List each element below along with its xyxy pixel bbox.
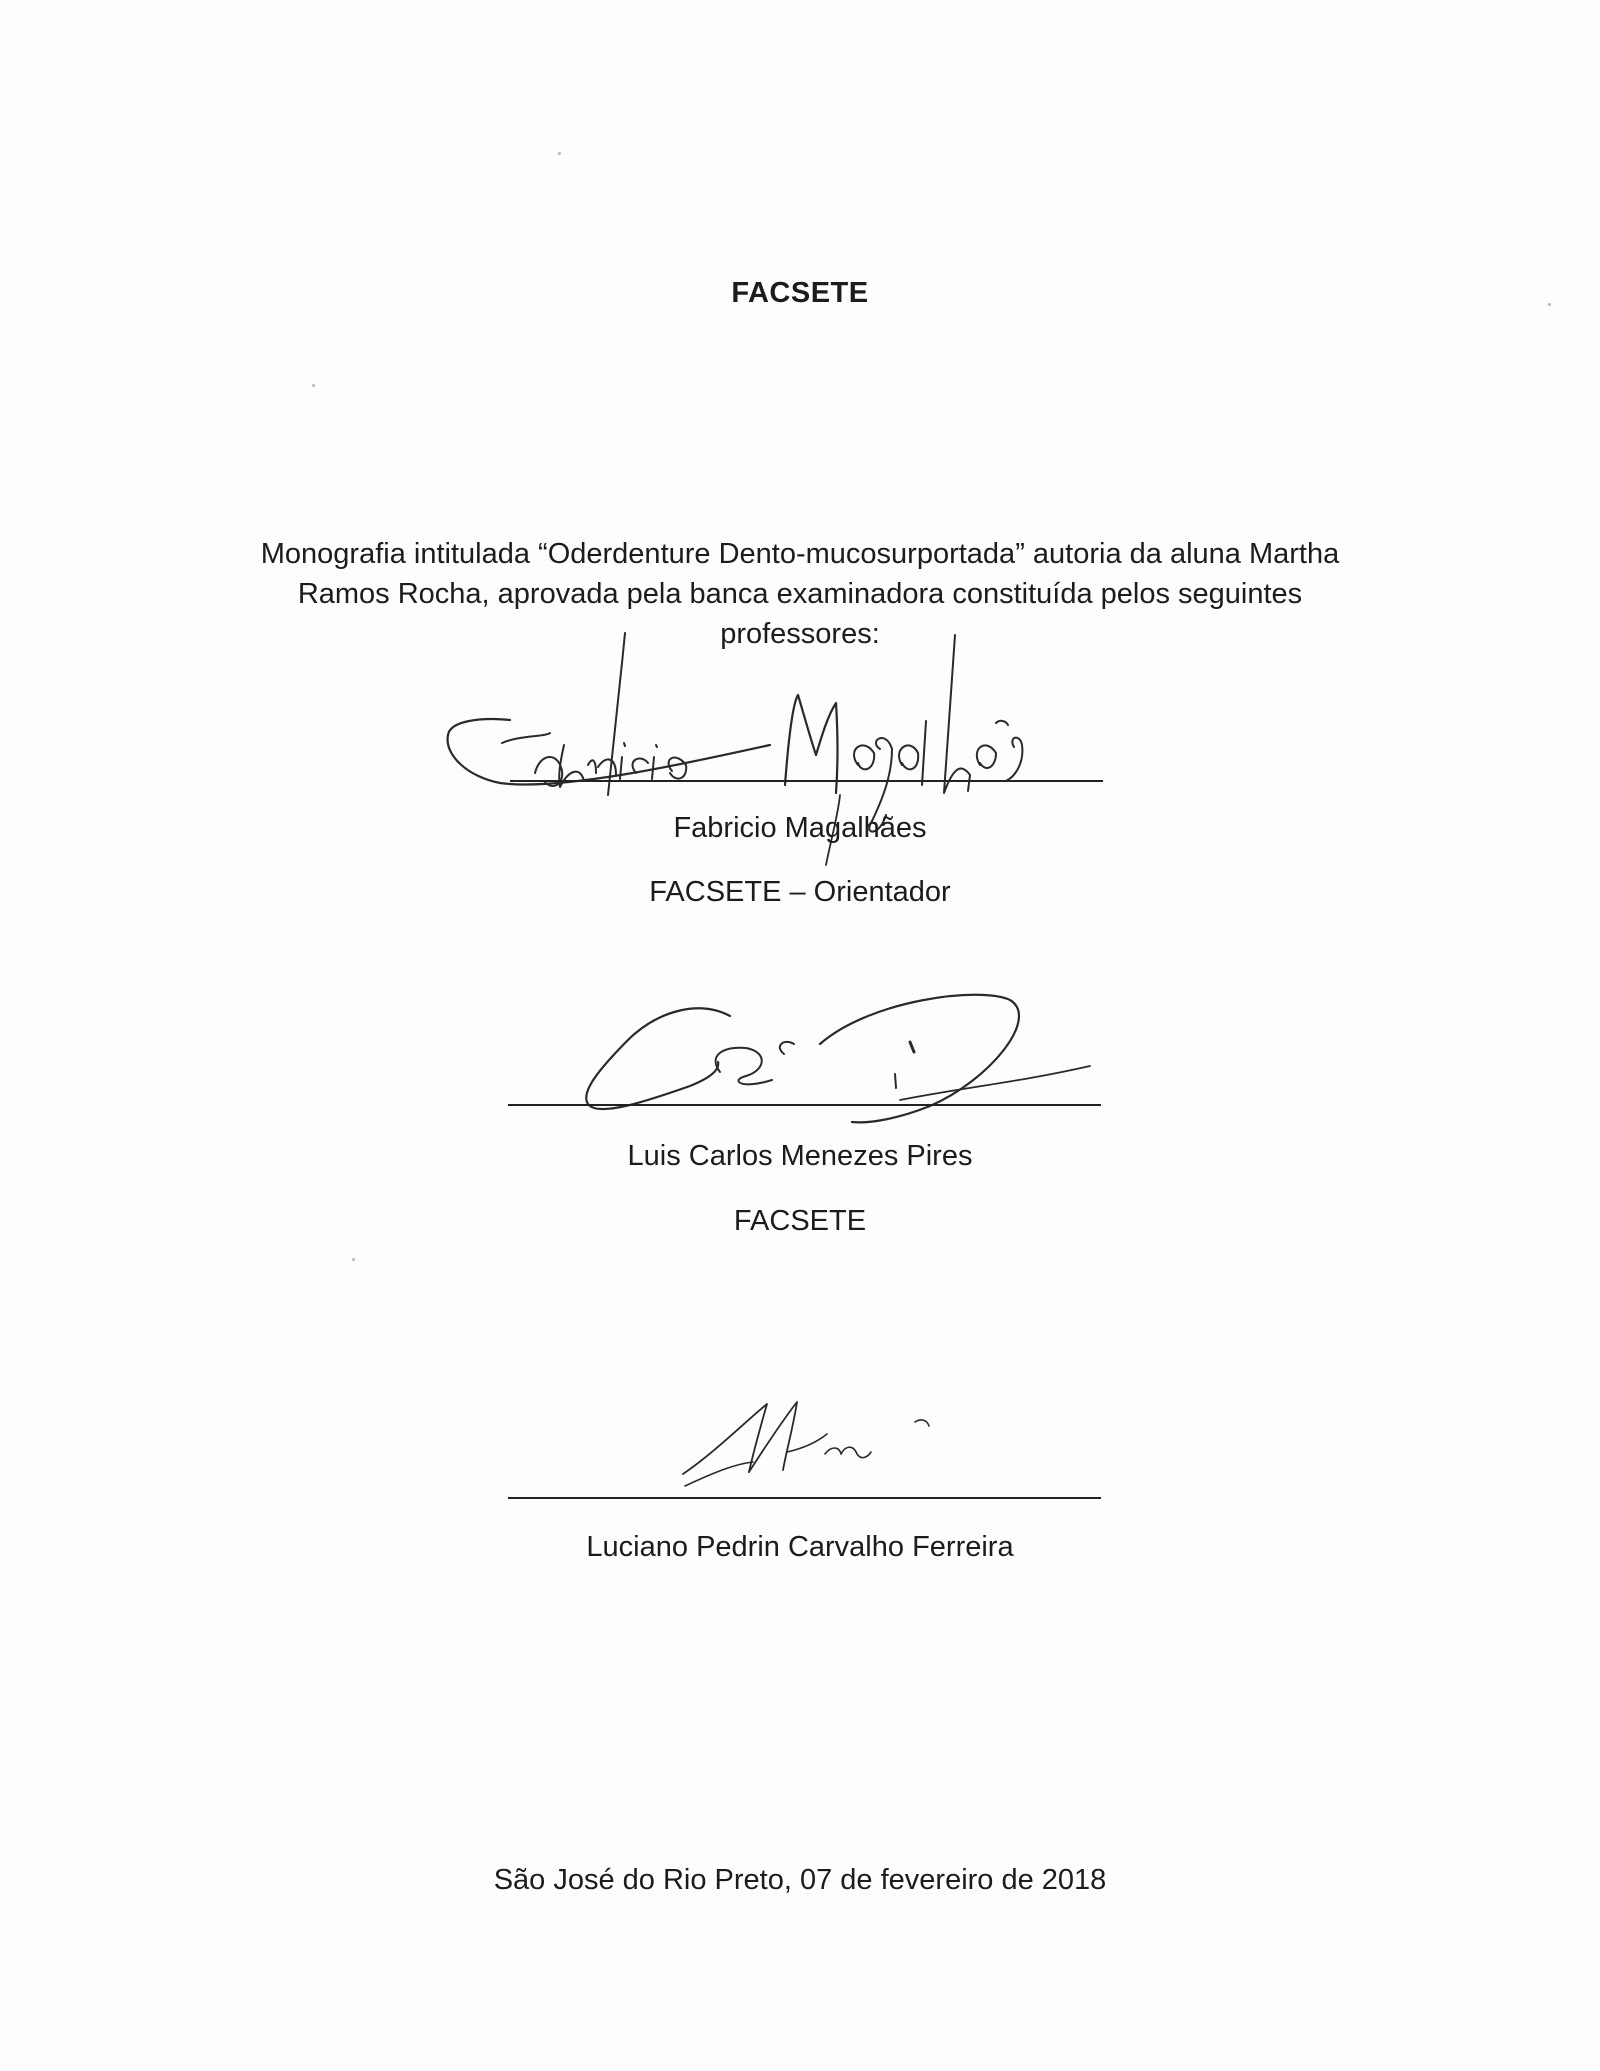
institution-heading: FACSETE bbox=[731, 277, 869, 309]
intro-line-2: Ramos Rocha, aprovada pela banca examinadora constituída pelos seguintes bbox=[297, 578, 1303, 610]
signatory-2-affiliation: FACSETE bbox=[733, 1205, 867, 1237]
scan-speck bbox=[352, 1258, 355, 1261]
signatory-2-name: Luis Carlos Menezes Pires bbox=[627, 1140, 973, 1172]
signature-line-3 bbox=[508, 1497, 1101, 1499]
signature-luis-carlos-menezes-pires bbox=[570, 990, 1130, 1140]
signature-luciano-pedrin-carvalho-ferreira bbox=[675, 1392, 995, 1492]
signatory-3-name: Luciano Pedrin Carvalho Ferreira bbox=[586, 1531, 1014, 1563]
scan-speck bbox=[312, 384, 315, 387]
signatory-1-affiliation: FACSETE – Orientador bbox=[649, 876, 951, 908]
intro-line-3: professores: bbox=[720, 618, 880, 650]
signature-line-2 bbox=[508, 1104, 1101, 1106]
signatory-1-name: Fabricio Magalhães bbox=[673, 812, 927, 844]
place-date: São José do Rio Preto, 07 de fevereiro de 2018 bbox=[493, 1864, 1107, 1896]
scan-speck bbox=[558, 152, 561, 155]
intro-line-1: Monografia intitulada “Oderdenture Dento-mucosurportada” autoria da aluna Martha bbox=[260, 538, 1340, 570]
signature-line-1 bbox=[510, 780, 1103, 782]
